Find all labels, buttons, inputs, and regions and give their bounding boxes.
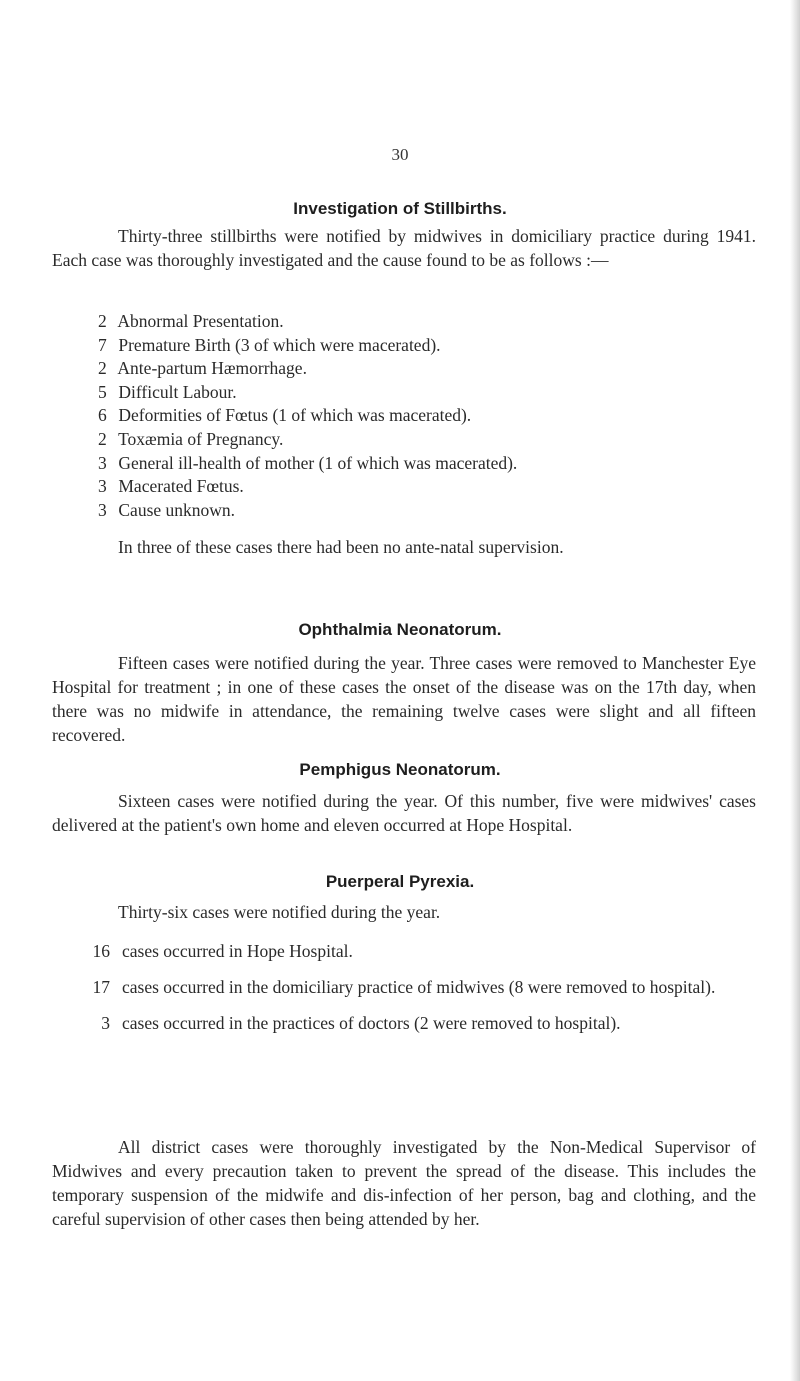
stillbirths-heading: Investigation of Stillbirths. — [293, 199, 507, 218]
stillbirths-intro: Thirty-three stillbirths were notified by midwives in domiciliary practice during 1941. Each case was thoroughly investigated and the cause found to be as follows :— — [52, 226, 756, 270]
stillbirth-causes-list — [98, 310, 738, 522]
pyrexia-heading: Puerperal Pyrexia. — [325, 872, 475, 891]
list-item: 2 Abnormal Presentation. — [98, 311, 284, 331]
ophthalmia-heading: Ophthalmia Neonatorum. — [298, 620, 502, 639]
list-item: 3 cases occurred in the practices of doctors (2 were removed to hospital). — [101, 1013, 621, 1033]
page-number: 30 — [391, 145, 409, 164]
ophthalmia-body: Fifteen cases were notified during the year. Three cases were removed to Manchester Eye Hospital for treatment ; in one of these cases the onset of the disease was on the 17th day, when there was no midwife in attendance, the remaining twelve cases were slight and all fifteen recovered. — [52, 653, 756, 745]
pyrexia-intro: Thirty-six cases were notified during the year. — [118, 902, 441, 922]
list-item: 3 Cause unknown. — [98, 499, 236, 520]
list-item: 2 Toxæmia of Pregnancy. — [98, 428, 284, 449]
pyrexia-cases-list — [80, 939, 756, 1047]
stillbirths-note: In three of these cases there had been no ante-natal supervision. — [118, 537, 564, 557]
list-item: 3 General ill-health of mother (1 of which was macerated). — [98, 452, 518, 473]
pemphigus-body: Sixteen cases were notified during the year. Of this number, five were midwives' cases delivered at the patient's own home and eleven occurred at Hope Hospital. — [52, 791, 756, 835]
list-item: 16 cases occurred in Hope Hospital. — [92, 941, 353, 961]
pemphigus-heading: Pemphigus Neonatorum. — [299, 760, 501, 779]
list-item: 17 cases occurred in the domiciliary practice of midwives (8 were removed to hospital). — [92, 977, 716, 997]
list-item: 6 Deformities of Fœtus (1 of which was macerated). — [98, 405, 472, 426]
list-item: 3 Macerated Fœtus. — [98, 476, 244, 497]
list-item: 7 Premature Birth (3 of which were macerated). — [98, 334, 441, 355]
list-item: 5 Difficult Labour. — [98, 381, 237, 402]
list-item: 2 Ante-partum Hæmorrhage. — [98, 358, 307, 379]
pyrexia-closing: All district cases were thoroughly investigated by the Non-Medical Supervisor of Midwives and every precaution taken to prevent the spread of the disease. This includes the temporary suspension of the midwife and dis-infection of her person, bag and clothing, and the careful supervision of other cases then being attended by her. — [52, 1137, 756, 1229]
